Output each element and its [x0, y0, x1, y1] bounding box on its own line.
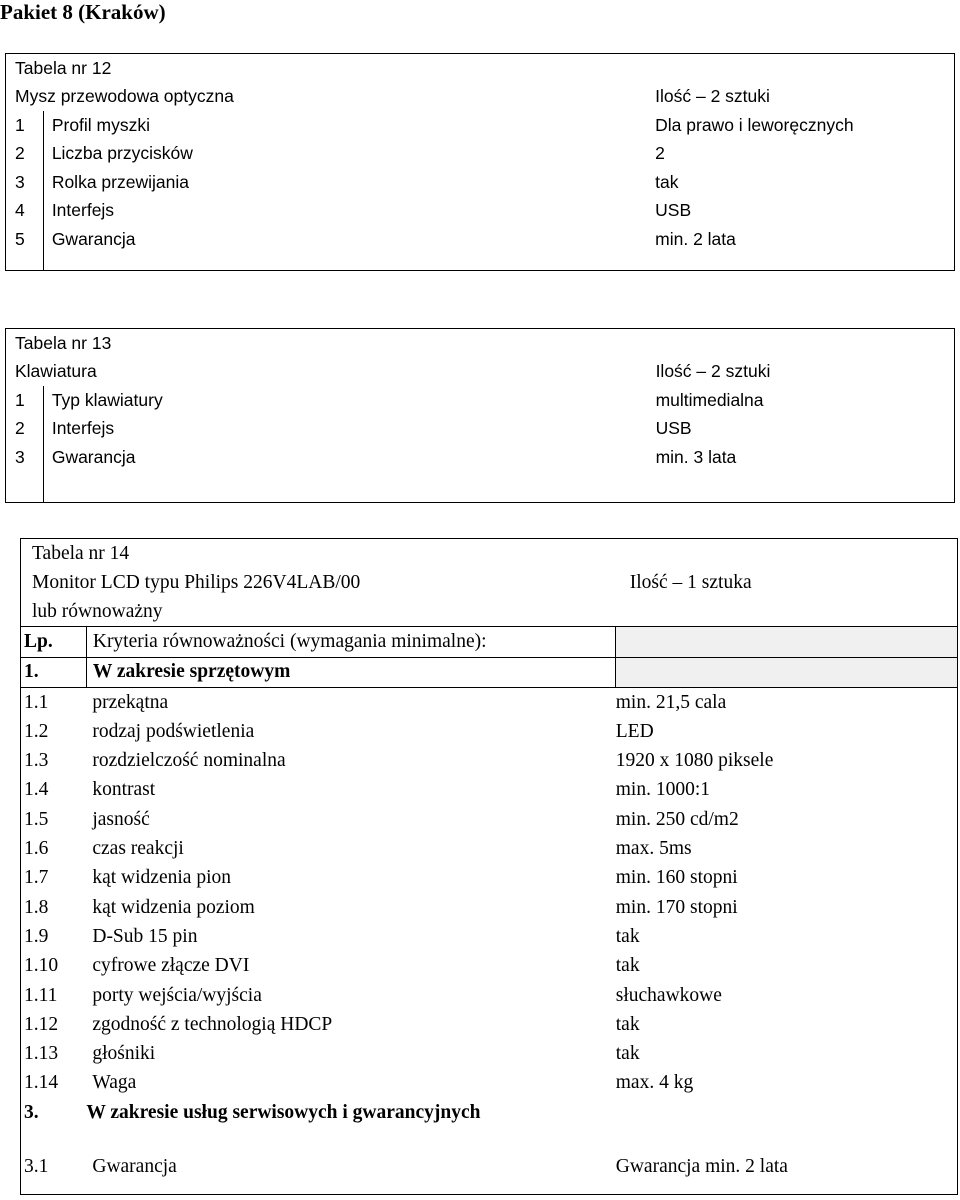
row-number: 2 [6, 415, 44, 444]
row-label: Rolka przewijania [51, 171, 189, 192]
spacer-cell [6, 254, 44, 271]
product-name: Klawiatura [15, 361, 97, 382]
row-value: min. 160 stopni [615, 867, 738, 889]
spacer-cell [6, 472, 44, 503]
table-row [21, 1069, 958, 1098]
row-value: min. 170 stopni [615, 896, 738, 918]
row-value: 2 [655, 143, 665, 164]
row-value: Gwarancja min. 2 lata [615, 1155, 788, 1177]
table-row [6, 197, 955, 226]
row-value: USB [655, 418, 692, 439]
row-number: 1.1 [24, 691, 49, 713]
section-number: 3. [24, 1101, 39, 1123]
row-label: kąt widzenia pion [92, 867, 231, 889]
row-number: 1.11 [24, 984, 58, 1006]
quantity: Ilość – 2 sztuki [655, 86, 770, 107]
table-row [21, 687, 958, 717]
table-row [6, 225, 955, 254]
table-row [21, 1039, 958, 1068]
row-value: słuchawkowe [615, 984, 722, 1006]
row-number: 1.6 [24, 838, 49, 860]
row-value: min. 2 lata [655, 228, 736, 249]
table-row [21, 922, 958, 951]
table-row [6, 415, 955, 444]
row-label: kąt widzenia poziom [92, 896, 255, 918]
row-value: 1920 x 1080 piksele [615, 750, 774, 772]
row-value: tak [615, 955, 640, 977]
row-label: Profil myszki [51, 114, 151, 135]
row-number: 1.2 [24, 720, 49, 742]
row-value: tak [615, 1013, 640, 1035]
table-row [21, 746, 958, 775]
table-row [21, 776, 958, 805]
table-row [6, 443, 955, 472]
row-label: D-Sub 15 pin [92, 925, 198, 947]
row-number: 1.12 [24, 1013, 59, 1035]
row-number: 1.10 [24, 955, 59, 977]
quantity: Ilość – 1 sztuka [629, 572, 752, 594]
spec-rows [21, 687, 958, 1098]
shaded-cell [616, 627, 958, 657]
row-number: 1.3 [24, 750, 49, 772]
row-value: tak [615, 925, 640, 947]
row-number: 2 [6, 140, 44, 169]
row-label: Typ klawiatury [51, 389, 163, 410]
table-row [6, 111, 955, 140]
row-label: jasność [92, 808, 150, 830]
row-label: rodzaj podświetlenia [92, 720, 255, 742]
row-number: 1.8 [24, 896, 49, 918]
section-label: W zakresie sprzętowym [86, 657, 615, 687]
table-row [21, 805, 958, 834]
row-label: Waga [92, 1072, 137, 1094]
row-number: 3 [6, 443, 44, 472]
row-label: Interfejs [51, 418, 115, 439]
row-value: min. 1000:1 [615, 779, 711, 801]
row-label: porty wejścia/wyjścia [92, 984, 262, 1006]
table-heading: Tabela nr 12 [15, 57, 112, 78]
table-row [6, 386, 955, 415]
row-number: 3 [6, 168, 44, 197]
spacer-cell [21, 1127, 958, 1152]
shaded-cell [616, 657, 958, 687]
row-label: cyfrowe złącze DVI [92, 955, 250, 977]
row-number: 1.13 [24, 1043, 59, 1065]
table-row [21, 864, 958, 893]
column-criteria: Kryteria równoważności (wymagania minimalne): [86, 627, 615, 657]
row-value: max. 4 kg [615, 1072, 694, 1094]
row-number: 1.9 [24, 925, 49, 947]
column-lp: Lp. [21, 627, 87, 657]
row-number: 4 [6, 197, 44, 226]
row-number: 1 [6, 111, 44, 140]
row-number: 1.14 [24, 1072, 59, 1094]
row-number: 1.4 [24, 779, 49, 801]
table-13 [5, 328, 955, 503]
table-heading: Tabela nr 14 [32, 542, 130, 564]
table-row [6, 140, 955, 169]
row-value: max. 5ms [615, 838, 692, 860]
row-label: rozdzielczość nominalna [92, 750, 286, 772]
row-number: 5 [6, 225, 44, 254]
table-row [21, 1010, 958, 1039]
row-label: Gwarancja [51, 228, 136, 249]
table-row [21, 893, 958, 922]
row-label: Liczba przycisków [51, 143, 193, 164]
product-name: Mysz przewodowa optyczna [15, 86, 234, 107]
row-label: czas reakcji [92, 838, 184, 860]
row-label: głośniki [92, 1043, 156, 1065]
row-label: kontrast [92, 779, 156, 801]
product-name-line2: lub równoważny [32, 601, 163, 623]
row-label: Interfejs [51, 200, 115, 221]
table-heading: Tabela nr 13 [15, 332, 112, 353]
row-value: USB [655, 200, 692, 221]
table-row [21, 717, 958, 746]
row-number: 1 [6, 386, 44, 415]
row-value: LED [615, 720, 654, 742]
row-value: tak [615, 1043, 640, 1065]
table-row [21, 952, 958, 981]
row-label: przekątna [92, 691, 169, 713]
row-label: Gwarancja [92, 1155, 177, 1177]
product-name-line1: Monitor LCD typu Philips 226V4LAB/00 [32, 572, 361, 594]
table-row [6, 168, 955, 197]
table-row [21, 981, 958, 1010]
row-value: min. 21,5 cala [615, 691, 727, 713]
row-value: min. 3 lata [655, 446, 737, 467]
table-14 [20, 538, 958, 1195]
quantity: Ilość – 2 sztuki [655, 361, 771, 382]
spacer-cell [21, 1182, 958, 1195]
product-name [21, 568, 616, 627]
row-value: multimedialna [655, 389, 764, 410]
page-title: Pakiet 8 (Kraków) [0, 0, 166, 24]
row-value: Dla prawo i leworęcznych [655, 114, 854, 135]
row-number: 1.5 [24, 808, 49, 830]
table-row [21, 834, 958, 863]
row-label: zgodność z technologią HDCP [92, 1013, 333, 1035]
row-number: 3.1 [24, 1155, 49, 1177]
table-12 [5, 53, 955, 271]
row-label: Gwarancja [51, 446, 136, 467]
row-value: min. 250 cd/m2 [615, 808, 739, 830]
row-value: tak [655, 171, 679, 192]
row-number: 1.7 [24, 867, 49, 889]
section-label: W zakresie usług serwisowych i gwarancyjnych [86, 1101, 481, 1123]
section-number: 1. [21, 657, 87, 687]
